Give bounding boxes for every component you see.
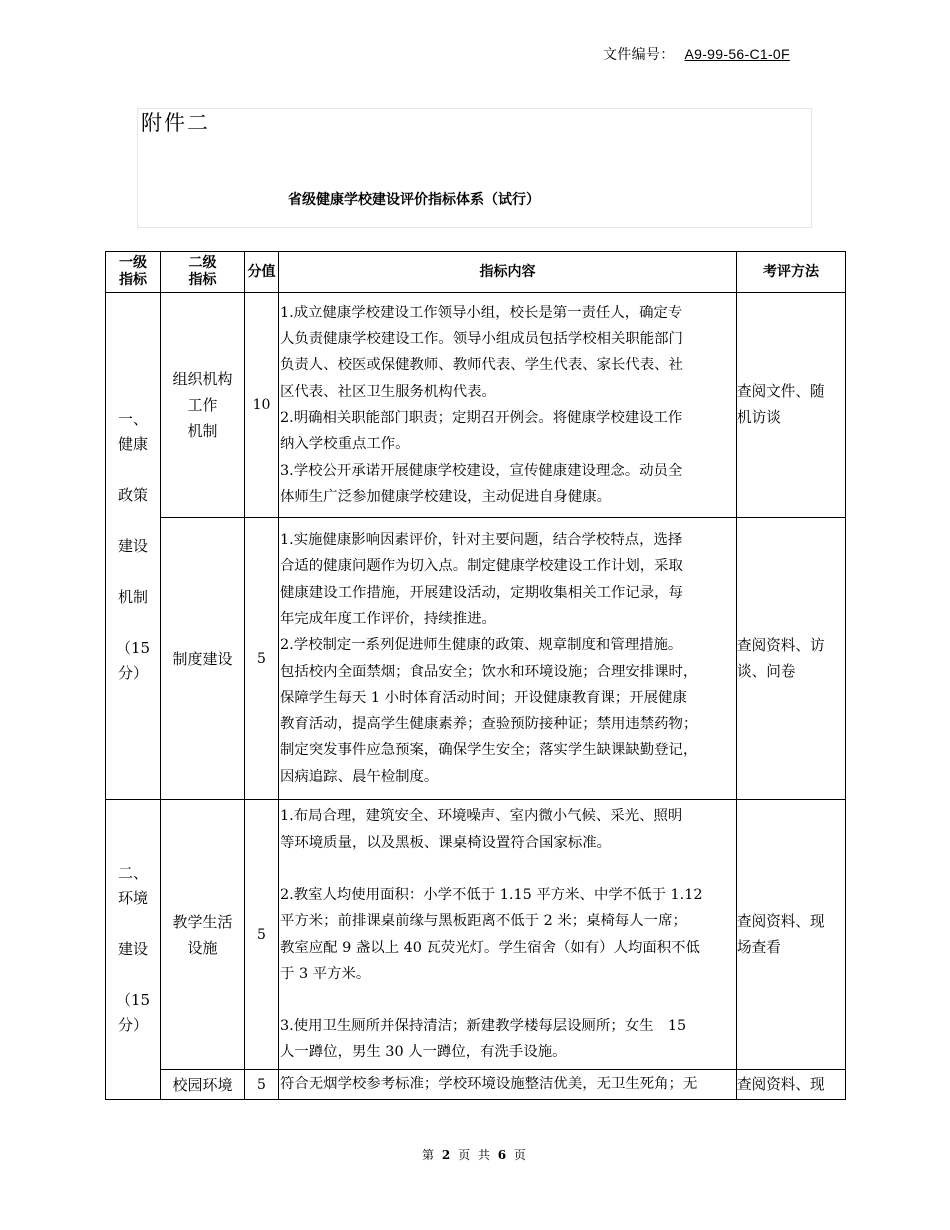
level2-cell [161,518,245,800]
header-content: 指标内容 [279,252,737,293]
level2-line: 组织机构 [172,370,233,388]
table-row [106,293,846,518]
level2-cell [161,293,245,518]
level1-line [106,610,160,636]
content-line: 体师生广泛参加健康学校建设，主动促进自身健康。 [280,488,611,505]
level1-line: 健康 [117,434,148,453]
file-number-value: A9-99-56-C1-0F [684,46,790,62]
level1-line [106,962,160,988]
content-line: 3.学校公开承诺开展健康学校建设，宣传健康建设理念。动员全 [280,462,683,479]
content-line: 2.明确相关职能部门职责；定期召开例会。将健康学校建设工作 [280,410,683,426]
content-line: 人负责健康学校建设工作。领导小组成员包括学校相关职能部门 [280,331,683,348]
content-line: 年完成年度工作评价，持续推进。 [280,610,496,627]
content-cell [279,800,737,1070]
content-line [280,856,736,882]
header-level2-line: 二级 [188,255,217,271]
level2-line: 教学生活 [172,912,233,931]
page-current: 2 [441,1148,453,1162]
level1-line: （15 [115,638,151,657]
level1-cell [106,293,161,800]
header-method: 考评方法 [737,252,846,293]
level2-line: 校园环境 [172,1075,233,1094]
method-line: 查阅文件、随 [737,383,825,400]
header-level1-line: 指标 [119,272,147,288]
content-line: 纳入学校重点工作。 [280,436,410,453]
file-number-label: 文件编号： [603,46,675,62]
page-middle: 页 共 [458,1148,492,1162]
title-frame [137,108,812,228]
content-line: 3.使用卫生厕所并保持清洁；新建教学楼每层设厕所；女生 15 [280,1018,687,1035]
content-cell [279,1070,737,1100]
page-prefix: 第 [422,1148,437,1162]
content-cell [279,293,737,518]
method-cell [737,293,846,518]
level2-cell [161,800,245,1070]
level1-line [106,911,160,937]
header-score: 分值 [245,252,279,293]
header-level1-line: 一级 [119,255,147,271]
content-line: 人一蹲位，男生 30 人一蹲位，有洗手设施。 [280,1044,567,1061]
level1-cell [106,800,161,1100]
content-line: 平方米；前排课桌前缘与黑板距离不低于 2 米；桌椅每人一席； [280,913,687,930]
level1-line [106,457,160,483]
content-line: 1.成立健康学校建设工作领导小组，校长是第一责任人，确定专 [280,304,683,321]
score-cell: 5 [245,800,279,1070]
content-line: 符合无烟学校参考标准；学校环境设施整洁优美，无卫生死角；无 [280,1076,698,1093]
table-row [106,800,846,1070]
content-line: 合适的健康问题作为切入点。制定健康学校建设工作计划，采取 [280,558,683,575]
method-cell [737,800,846,1070]
level1-line [106,508,160,534]
page-suffix: 页 [513,1148,528,1162]
level1-line: 一、 [117,409,148,428]
score-cell: 5 [245,1070,279,1100]
method-cell [737,1070,846,1100]
level1-line: 分） [117,663,148,682]
method-line: 查阅资料、现 [737,1075,825,1093]
content-line: 教室应配 9 盏以上 40 瓦荧光灯。学生宿舍（如有）人均面积不低 [280,939,700,956]
score-cell: 10 [245,293,279,518]
content-line: 于 3 平方米。 [280,965,371,982]
content-line: 保障学生每天 1 小时体育活动时间；开设健康教育课；开展健康 [280,689,687,706]
page-total: 6 [497,1148,509,1162]
document-title: 省级健康学校建设评价指标体系（试行） [288,192,540,208]
method-cell [737,518,846,800]
level2-cell [161,1070,245,1100]
content-line: 2.教室人均使用面积：小学不低于 1.15 平方米、中学不低于 1.12 [280,886,703,903]
content-cell [279,518,737,800]
content-line: 1.布局合理，建筑安全、环境噪声、室内微小气候、采光、照明 [280,808,683,825]
content-line [280,987,736,1013]
content-line: 包括校内全面禁烟；食品安全；饮水和环境设施；合理安排课时， [280,663,698,680]
level2-line: 制度建设 [172,649,233,668]
level1-line: 机制 [117,587,148,606]
level1-line: （15 [115,991,151,1009]
content-line: 因病追踪、晨午检制度。 [280,768,439,785]
method-line: 机访谈 [737,409,781,426]
content-line: 负责人、校医或保健教师、教师代表、学生代表、家长代表、社 [280,357,683,374]
content-line: 区代表、社区卫生服务机构代表。 [280,383,496,400]
content-line: 健康建设工作措施，开展建设活动，定期收集相关工作记录，每 [280,584,683,601]
level1-line [106,559,160,585]
method-line: 场查看 [737,938,781,956]
file-number [603,44,794,64]
method-line: 查阅资料、现 [737,912,825,930]
attachment-label: 附件二 [141,111,210,135]
content-line: 1.实施健康影响因素评价，针对主要问题，结合学校特点，选择 [280,532,683,549]
method-line: 谈、问卷 [737,662,796,680]
content-line: 制定突发事件应急预案，确保学生安全；落实学生缺课缺勤登记， [280,742,698,759]
page-footer [0,1146,950,1163]
level1-line: 环境 [117,889,148,907]
content-line: 等环境质量，以及黑板、课桌椅设置符合国家标准。 [280,834,611,851]
header-level2 [161,252,245,293]
level1-line: 建设 [117,536,148,555]
level1-line: 建设 [117,940,148,958]
header-level2-line: 指标 [188,272,217,288]
table-header-row [106,252,846,293]
header-level1 [106,252,161,293]
level1-line: 政策 [117,485,148,504]
score-cell: 5 [245,518,279,800]
level1-line: 二、 [117,864,148,882]
content-line: 教育活动，提高学生健康素养；查验预防接种证；禁用违禁药物； [280,716,698,733]
table-row [106,1070,846,1100]
level2-line: 机制 [187,422,218,440]
table-row [106,518,846,800]
level2-line: 设施 [187,938,218,957]
method-line: 查阅资料、访 [737,636,825,654]
level2-line: 工作 [187,396,218,414]
evaluation-table [105,251,846,1100]
level1-line: 分） [117,1016,148,1034]
content-line: 2.学校制定一系列促进师生健康的政策、规章制度和管理措施。 [280,637,683,654]
